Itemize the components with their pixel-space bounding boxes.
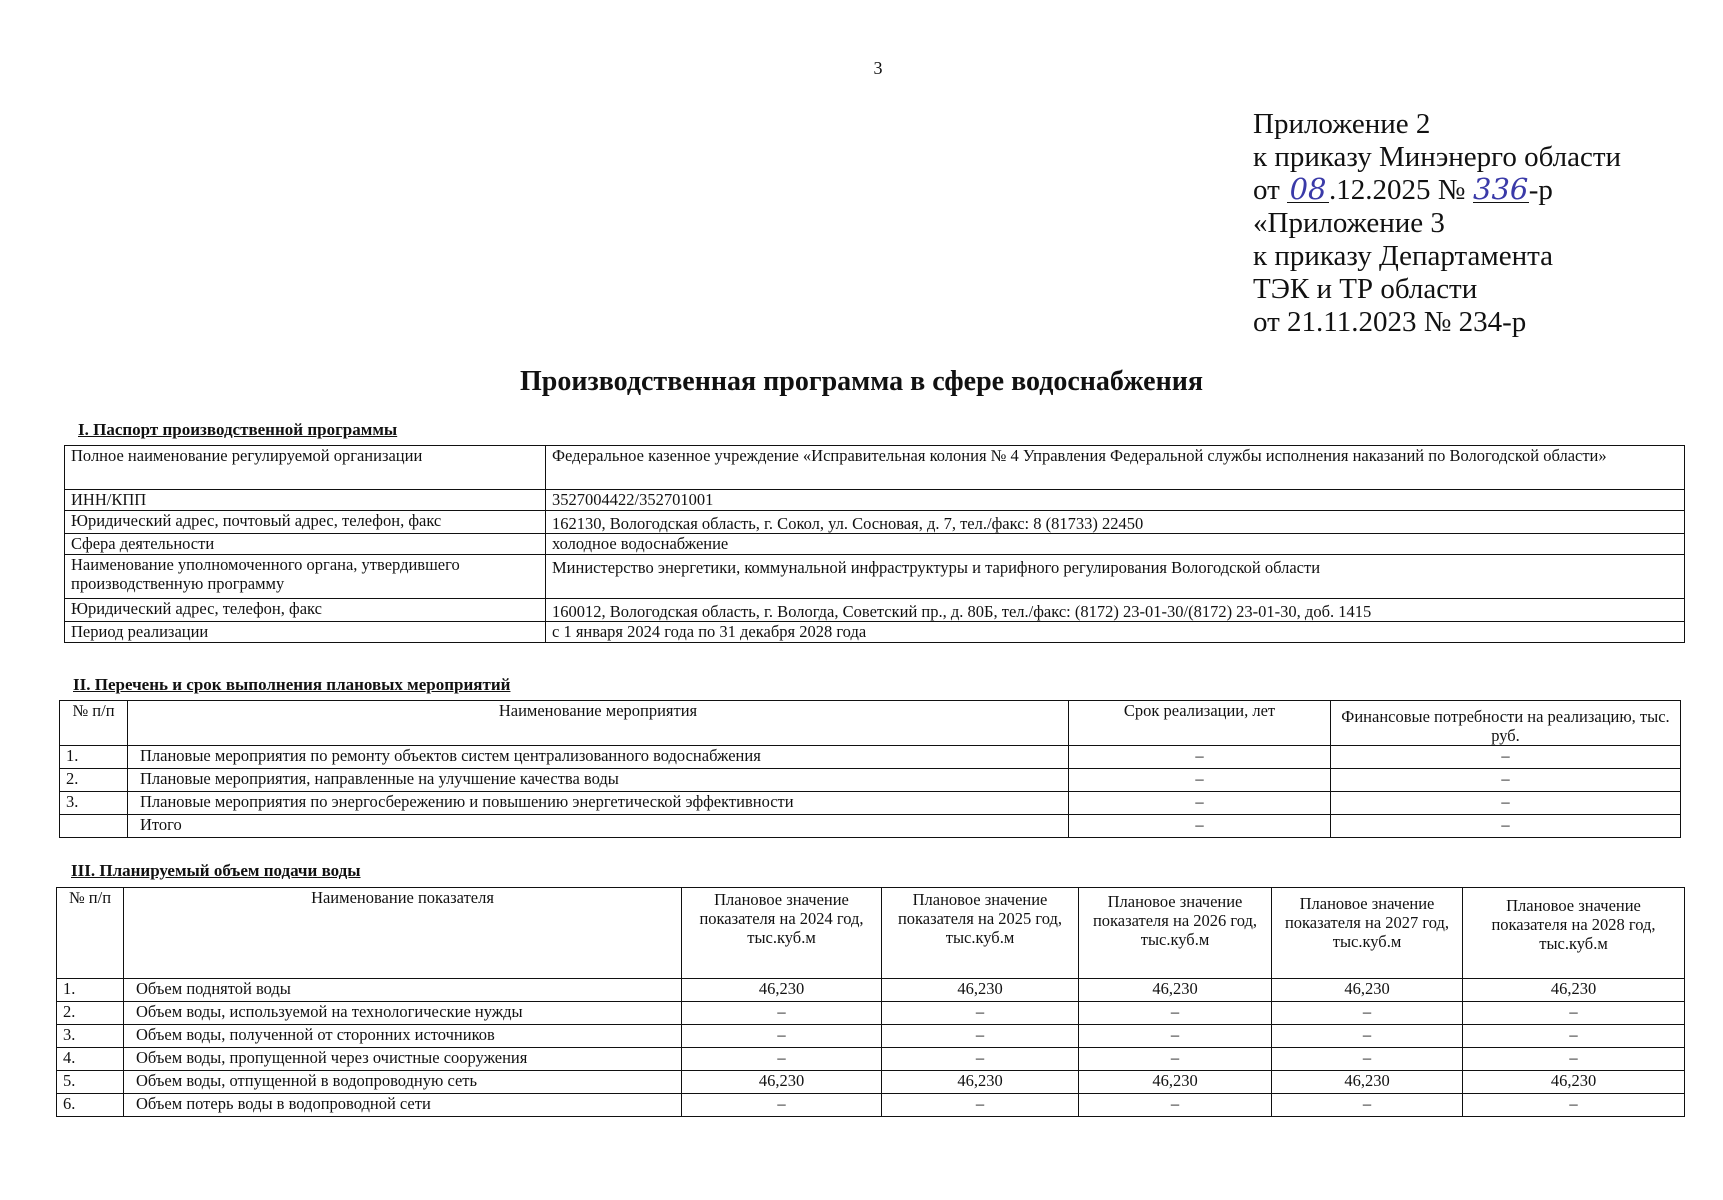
water-volume-table [56, 887, 1685, 1117]
header-num: № п/п [57, 888, 124, 979]
header-num: № п/п [60, 701, 128, 746]
value-2028: 46,230 [1463, 979, 1685, 1002]
appendix-line: ТЭК и ТР области [1253, 273, 1478, 305]
value-2025: – [882, 1048, 1079, 1071]
value-2026: – [1079, 1002, 1272, 1025]
table-row [65, 599, 1685, 622]
passport-value: холодное водоснабжение [546, 534, 1685, 555]
appendix-line: от 21.11.2023 № 234-р [1253, 306, 1527, 338]
passport-label: Сфера деятельности [65, 534, 546, 555]
header-year-2028: Плановое значение показателя на 2028 год, тыс.куб.м [1463, 888, 1685, 979]
measure-term: – [1069, 746, 1331, 769]
value-2026: – [1079, 1048, 1272, 1071]
value-2028: – [1463, 1094, 1685, 1117]
table-row [57, 1048, 1685, 1071]
value-2025: – [882, 1002, 1079, 1025]
passport-value: Министерство энергетики, коммунальной инфраструктуры и тарифного регулирования Вологодской области [546, 555, 1685, 599]
row-num: 4. [57, 1048, 124, 1071]
header-measure-name: Наименование мероприятия [128, 701, 1069, 746]
row-num: 1. [57, 979, 124, 1002]
appendix-line: Приложение 2 [1253, 108, 1431, 140]
passport-value: 160012, Вологодская область, г. Вологда, Советский пр., д. 80Б, тел./факс: (8172) 23-01-30/(8172) 23-01-30, доб. 1415 [546, 599, 1685, 622]
indicator-name: Объем воды, полученной от сторонних источников [124, 1025, 682, 1048]
table-header-row [60, 701, 1681, 746]
table-row [65, 446, 1685, 490]
value-2028: – [1463, 1002, 1685, 1025]
value-2024: – [682, 1025, 882, 1048]
document-title: Производственная программа в сфере водоснабжения [519, 366, 1204, 397]
table-row [60, 792, 1681, 815]
value-2027: – [1272, 1025, 1463, 1048]
measure-term: – [1069, 769, 1331, 792]
value-2024: 46,230 [682, 979, 882, 1002]
row-num: 6. [57, 1094, 124, 1117]
passport-value: 3527004422/352701001 [546, 490, 1685, 511]
table-row [57, 1071, 1685, 1094]
table-row [65, 511, 1685, 534]
value-2025: – [882, 1025, 1079, 1048]
row-num: 2. [57, 1002, 124, 1025]
appendix-middle: .12.2025 № [1329, 174, 1466, 206]
table-row [57, 1025, 1685, 1048]
table-row [60, 815, 1681, 838]
appendix-line: к приказу Минэнерго области [1253, 141, 1622, 173]
row-num [60, 815, 128, 838]
table-row [65, 490, 1685, 511]
appendix-line: «Приложение 3 [1253, 207, 1445, 239]
value-2025: – [882, 1094, 1079, 1117]
value-2024: – [682, 1002, 882, 1025]
value-2027: – [1272, 1094, 1463, 1117]
header-indicator-name: Наименование показателя [124, 888, 682, 979]
value-2026: – [1079, 1025, 1272, 1048]
appendix-line: к приказу Департамента [1253, 240, 1554, 272]
table-row [57, 1094, 1685, 1117]
measures-table [59, 700, 1681, 838]
measure-name: Плановые мероприятия по ремонту объектов систем централизованного водоснабжения [128, 746, 1069, 769]
measure-name: Плановые мероприятия по энергосбережению и повышению энергетической эффективности [128, 792, 1069, 815]
table-row [60, 746, 1681, 769]
header-year-2027: Плановое значение показателя на 2027 год, тыс.куб.м [1272, 888, 1463, 979]
measure-finance: – [1331, 815, 1681, 838]
value-2025: 46,230 [882, 979, 1079, 1002]
appendix-order-line [1253, 174, 1621, 207]
measure-finance: – [1331, 792, 1681, 815]
section-3-title: III. Планируемый объем подачи воды [71, 861, 361, 880]
passport-table [64, 445, 1685, 643]
row-num: 3. [57, 1025, 124, 1048]
value-2027: 46,230 [1272, 979, 1463, 1002]
value-2026: 46,230 [1079, 1071, 1272, 1094]
measure-name: Плановые мероприятия, направленные на улучшение качества воды [128, 769, 1069, 792]
handwritten-number: 336 [1473, 172, 1529, 206]
value-2025: 46,230 [882, 1071, 1079, 1094]
table-row [60, 769, 1681, 792]
passport-label: Юридический адрес, почтовый адрес, телефон, факс [65, 511, 546, 534]
passport-label: Наименование уполномоченного органа, утвердившего производственную программу [65, 555, 546, 599]
table-row [57, 1002, 1685, 1025]
header-finance: Финансовые потребности на реализацию, тыс. руб. [1331, 701, 1681, 746]
value-2028: – [1463, 1025, 1685, 1048]
header-year-2024: Плановое значение показателя на 2024 год, тыс.куб.м [682, 888, 882, 979]
indicator-name: Объем поднятой воды [124, 979, 682, 1002]
indicator-name: Объем воды, отпущенной в водопроводную сеть [124, 1071, 682, 1094]
measure-term: – [1069, 815, 1331, 838]
table-row [57, 979, 1685, 1002]
appendix-prefix: от [1253, 174, 1280, 206]
indicator-name: Объем воды, пропущенной через очистные сооружения [124, 1048, 682, 1071]
value-2027: – [1272, 1002, 1463, 1025]
passport-value: с 1 января 2024 года по 31 декабря 2028 года [546, 622, 1685, 643]
measure-name: Итого [128, 815, 1069, 838]
appendix-block [1253, 108, 1621, 339]
passport-label: Период реализации [65, 622, 546, 643]
section-2-title: II. Перечень и срок выполнения плановых мероприятий [73, 675, 511, 694]
passport-label: Полное наименование регулируемой организации [65, 446, 546, 490]
measure-term: – [1069, 792, 1331, 815]
value-2027: – [1272, 1048, 1463, 1071]
row-num: 1. [60, 746, 128, 769]
measure-finance: – [1331, 769, 1681, 792]
table-row [65, 534, 1685, 555]
passport-label: ИНН/КПП [65, 490, 546, 511]
value-2024: – [682, 1048, 882, 1071]
page-number: 3 [873, 58, 883, 78]
indicator-name: Объем воды, используемой на технологические нужды [124, 1002, 682, 1025]
indicator-name: Объем потерь воды в водопроводной сети [124, 1094, 682, 1117]
table-row [65, 555, 1685, 599]
value-2024: 46,230 [682, 1071, 882, 1094]
value-2028: – [1463, 1048, 1685, 1071]
header-year-2026: Плановое значение показателя на 2026 год, тыс.куб.м [1079, 888, 1272, 979]
handwritten-day: 08 [1287, 176, 1329, 203]
value-2026: 46,230 [1079, 979, 1272, 1002]
row-num: 3. [60, 792, 128, 815]
table-row [65, 622, 1685, 643]
section-1-title: I. Паспорт производственной программы [78, 420, 398, 439]
passport-value: Федеральное казенное учреждение «Исправительная колония № 4 Управления Федеральной службы исполнения наказаний по Вологодской области» [546, 446, 1685, 490]
appendix-suffix: -р [1528, 174, 1553, 206]
header-term: Срок реализации, лет [1069, 701, 1331, 746]
row-num: 2. [60, 769, 128, 792]
passport-label: Юридический адрес, телефон, факс [65, 599, 546, 622]
table-header-row [57, 888, 1685, 979]
measure-finance: – [1331, 746, 1681, 769]
row-num: 5. [57, 1071, 124, 1094]
value-2024: – [682, 1094, 882, 1117]
header-year-2025: Плановое значение показателя на 2025 год, тыс.куб.м [882, 888, 1079, 979]
value-2027: 46,230 [1272, 1071, 1463, 1094]
value-2028: 46,230 [1463, 1071, 1685, 1094]
value-2026: – [1079, 1094, 1272, 1117]
passport-value: 162130, Вологодская область, г. Сокол, ул. Сосновая, д. 7, тел./факс: 8 (81733) 22450 [546, 511, 1685, 534]
